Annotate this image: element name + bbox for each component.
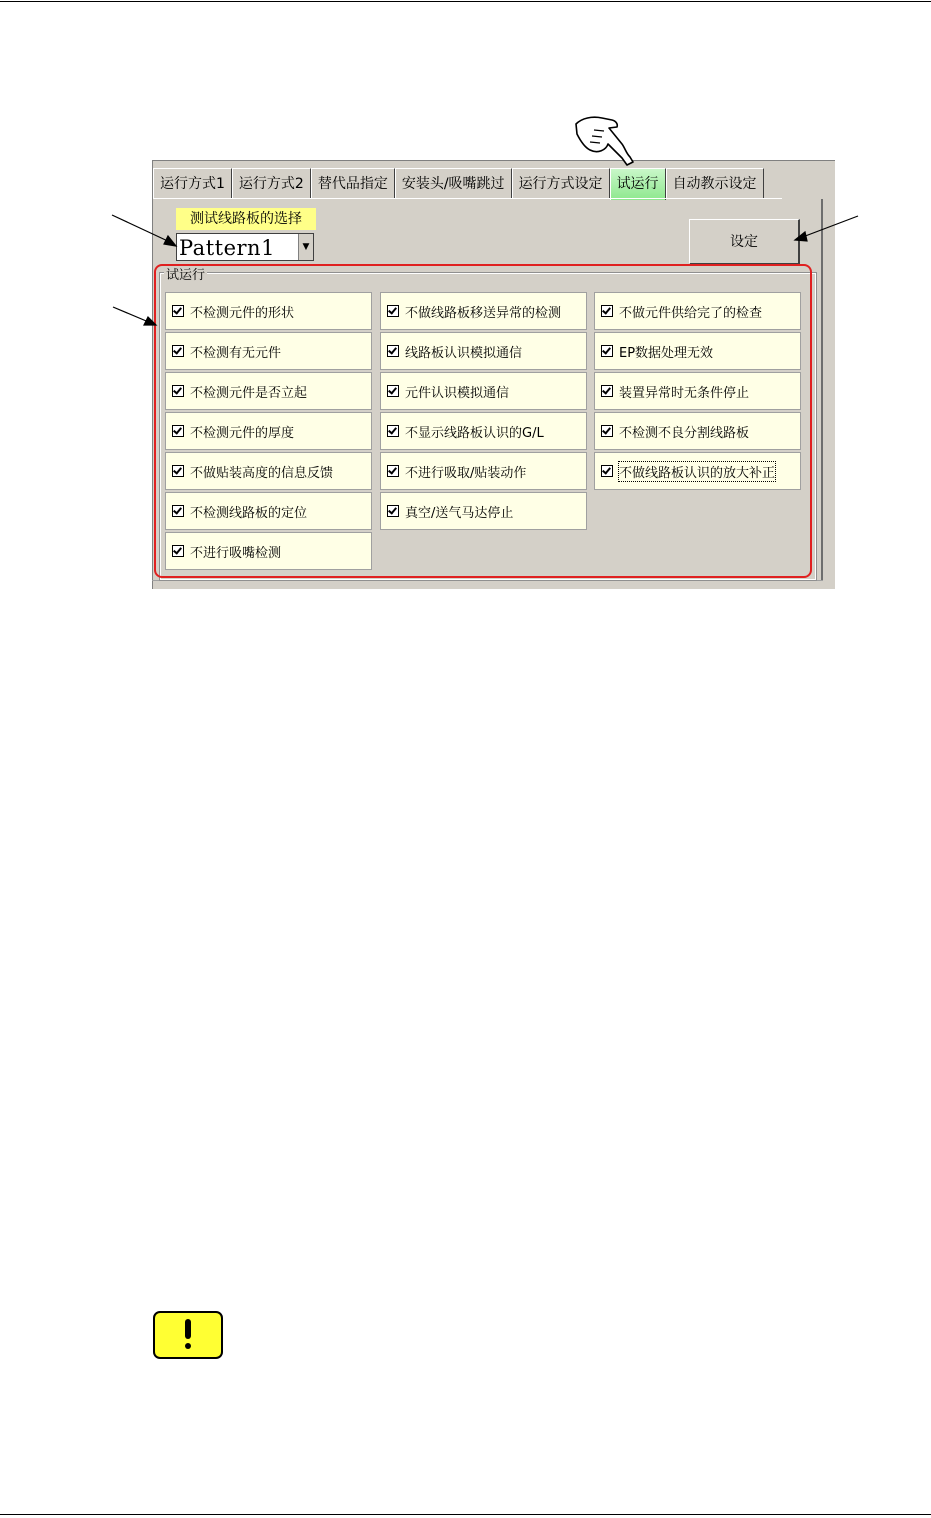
group-title: 试运行 <box>164 264 207 283</box>
checkbox-item[interactable]: 不做元件供给完了的检查 <box>594 292 801 330</box>
set-button[interactable]: 设定 <box>689 219 800 265</box>
arrow-line <box>113 307 151 323</box>
checkbox-item[interactable]: 不检测元件是否立起 <box>165 372 372 410</box>
checkbox-item[interactable]: 不做线路板移送异常的检测 <box>380 292 587 330</box>
arrow-line <box>112 215 172 243</box>
tab-run-mode-settings[interactable]: 运行方式设定 <box>512 168 610 198</box>
tab-run-mode-2[interactable]: 运行方式2 <box>232 168 311 198</box>
tab-substitute[interactable]: 替代品指定 <box>311 168 395 198</box>
warning-exclamation-bar <box>185 1319 191 1339</box>
checkbox-item[interactable]: 不做线路板认识的放大补正 <box>594 452 801 490</box>
tab-run-mode-1[interactable]: 运行方式1 <box>153 168 232 198</box>
tab-trial-run[interactable]: 试运行 <box>610 168 666 200</box>
bottom-rule <box>0 1514 931 1515</box>
board-select-label: 测试线路板的选择 <box>176 208 316 230</box>
chevron-down-icon[interactable]: ▼ <box>298 234 313 260</box>
checkbox-item[interactable]: 不检测不良分割线路板 <box>594 412 801 450</box>
checkbox-item[interactable]: 不检测元件的厚度 <box>165 412 372 450</box>
checkbox-item[interactable]: 不检测元件的形状 <box>165 292 372 330</box>
warning-exclamation-dot <box>185 1343 191 1349</box>
checkbox-item[interactable]: 线路板认识模拟通信 <box>380 332 587 370</box>
checkbox-item[interactable]: 元件认识模拟通信 <box>380 372 587 410</box>
arrow-head <box>795 232 807 241</box>
tab-head-nozzle-skip[interactable]: 安装头/吸嘴跳过 <box>395 168 512 198</box>
checkbox-item[interactable]: 不检测有无元件 <box>165 332 372 370</box>
arrow-head <box>164 236 176 246</box>
checkbox-item[interactable]: 装置异常时无条件停止 <box>594 372 801 410</box>
warning-icon <box>153 1311 223 1359</box>
arrow-line <box>800 216 858 238</box>
checkbox-item[interactable]: EP数据处理无效 <box>594 332 801 370</box>
checkbox-item[interactable]: 不进行吸取/贴装动作 <box>380 452 587 490</box>
arrow-head <box>144 317 156 325</box>
tab-auto-teach[interactable]: 自动教示设定 <box>666 168 764 198</box>
checkbox-item[interactable]: 不做贴装高度的信息反馈 <box>165 452 372 490</box>
checkbox-item[interactable]: 不显示线路板认识的G/L <box>380 412 587 450</box>
board-select-value: Pattern1 <box>179 236 275 260</box>
checkbox-item[interactable]: 不检测线路板的定位 <box>165 492 372 530</box>
checkbox-item[interactable]: 不进行吸嘴检测 <box>165 532 372 570</box>
callout-arrows <box>0 0 931 600</box>
checkbox-item[interactable]: 真空/送气马达停止 <box>380 492 587 530</box>
